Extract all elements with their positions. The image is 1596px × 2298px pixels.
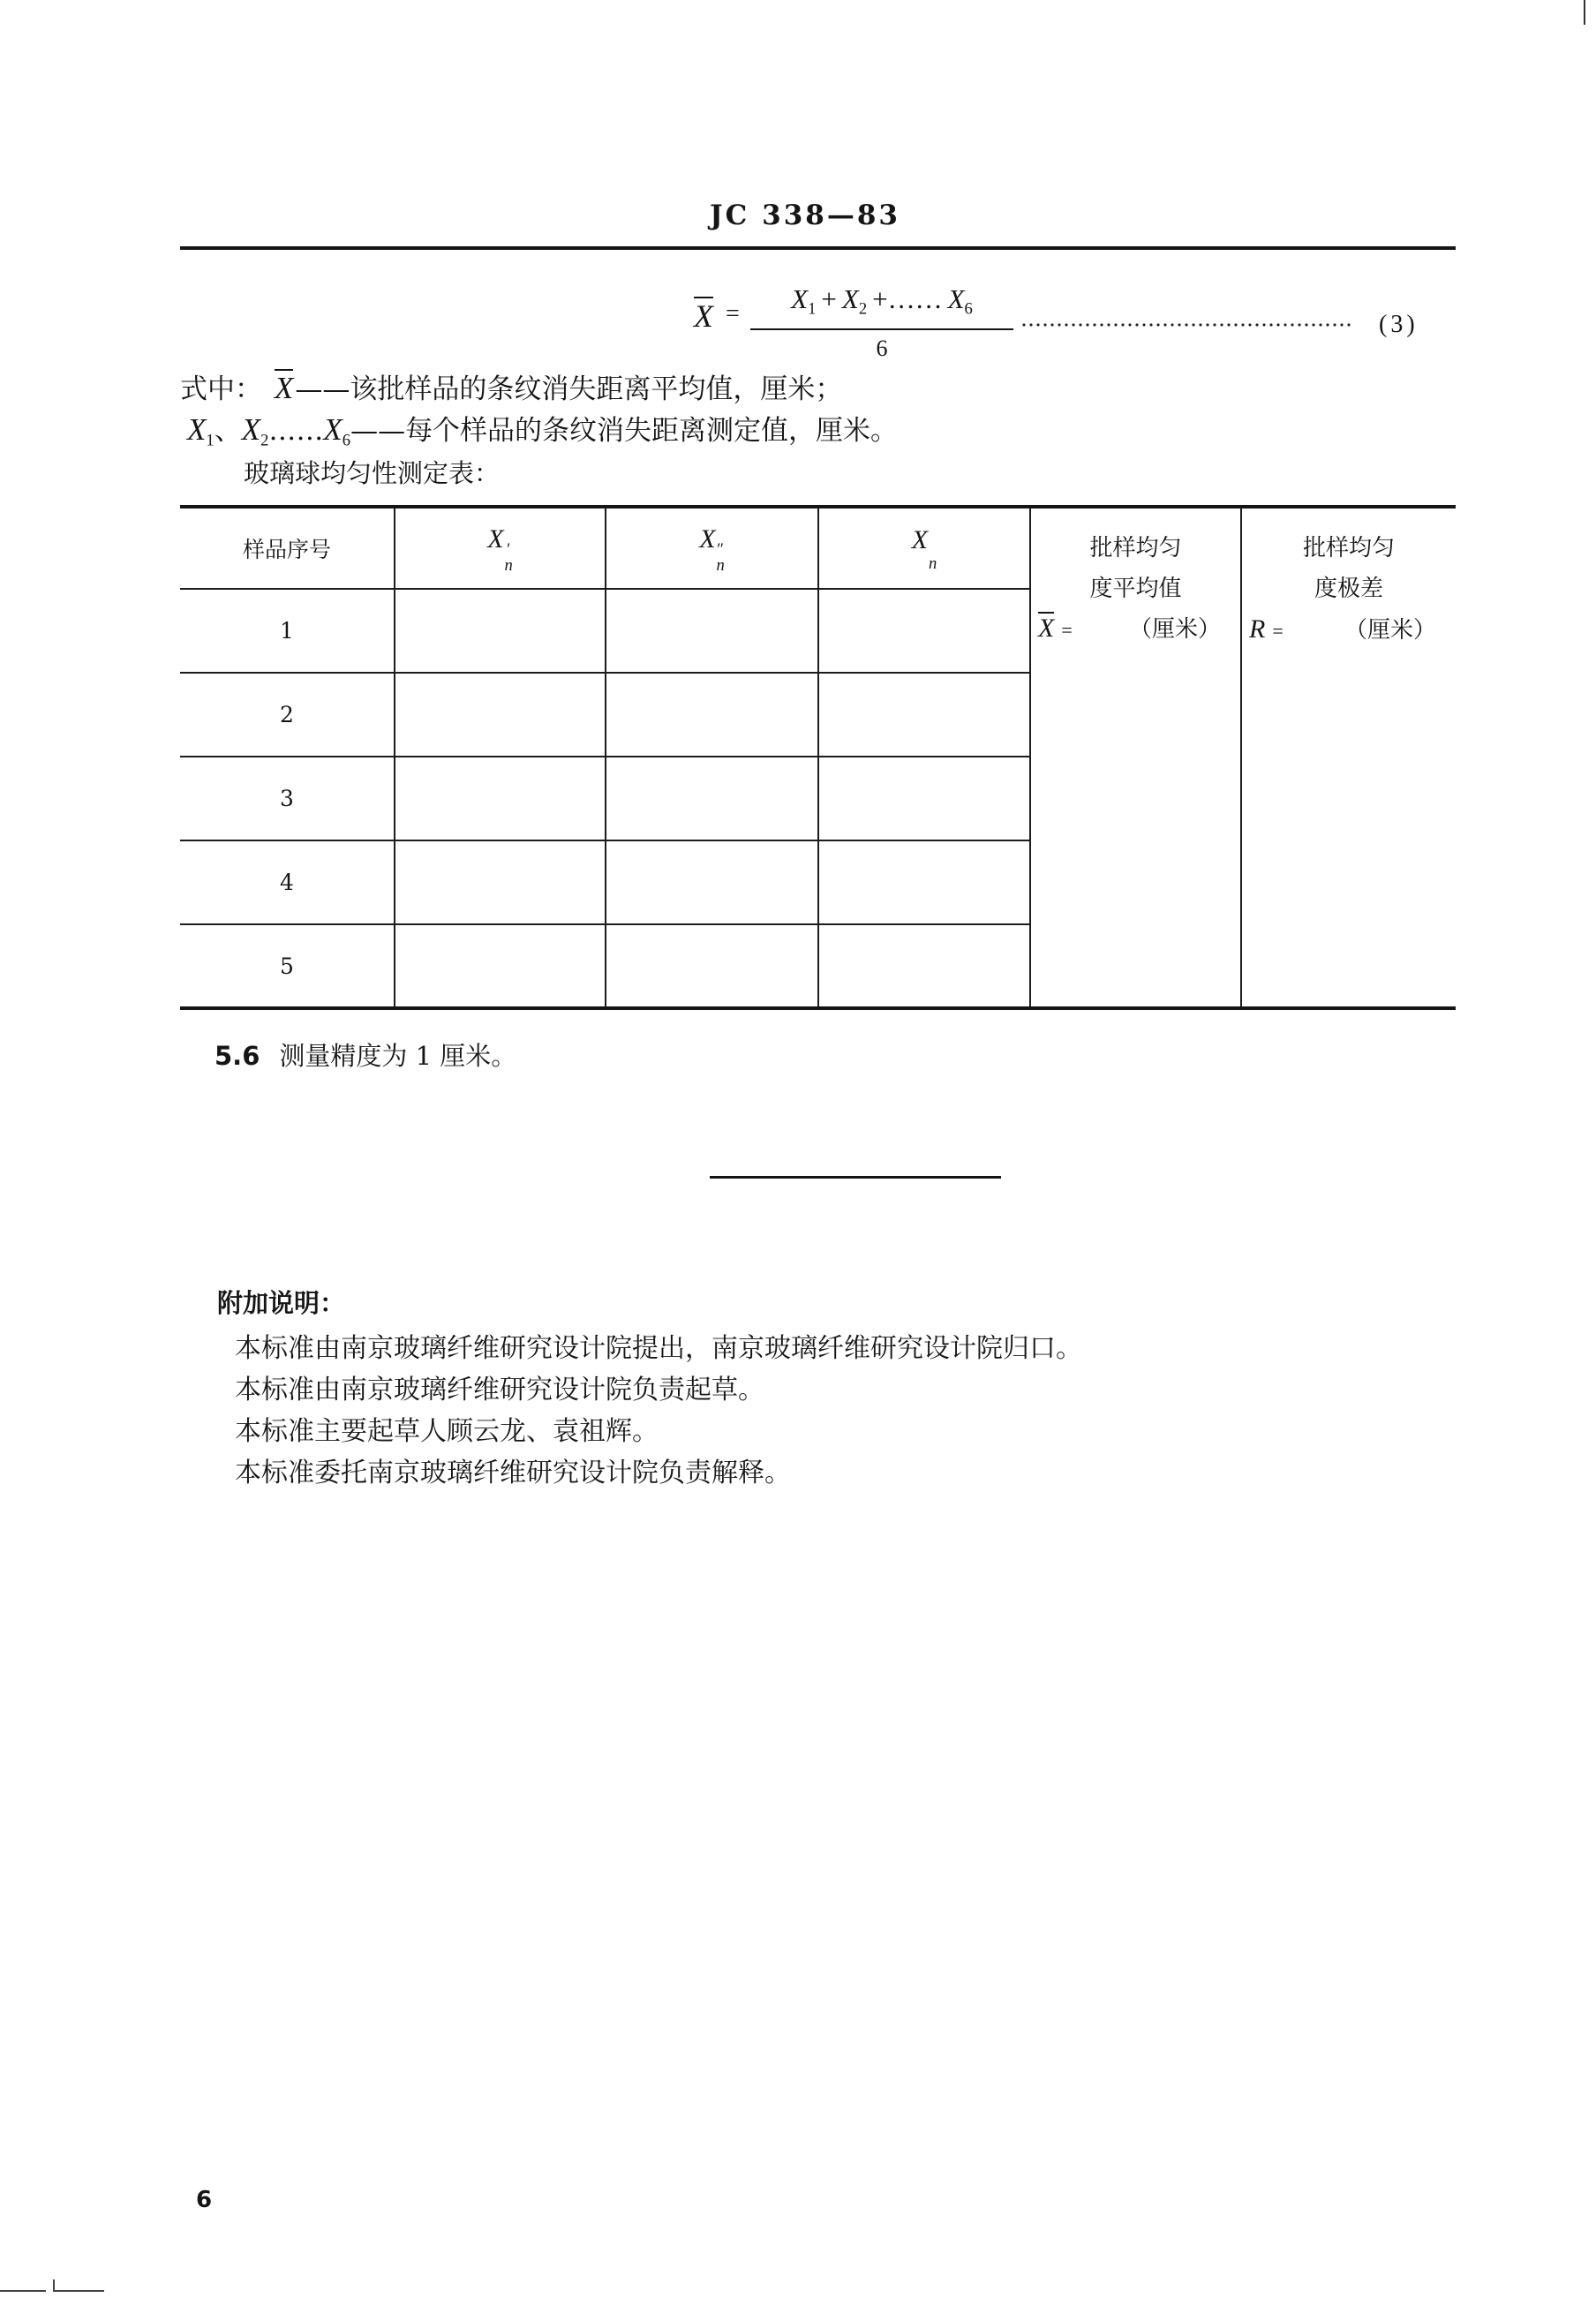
- header-variable: X: [699, 524, 716, 554]
- notes-line: 本标准由南京玻璃纤维研究设计院负责起草。: [235, 1375, 764, 1405]
- batch-range-symbol: R: [1249, 614, 1266, 644]
- dot-leader: [1020, 322, 1352, 328]
- batch-range-equals: =: [1272, 620, 1284, 642]
- legend-separator: ……: [268, 415, 324, 447]
- clause-5-6: [215, 1038, 516, 1074]
- legend-terms-description: ——每个样品的条纹消失距离测定值，厘米。: [350, 415, 899, 447]
- header-prime-mark: ″: [717, 540, 725, 560]
- sample-number: 5: [180, 924, 395, 1008]
- header-subscript: n: [929, 554, 937, 573]
- batch-mean-label-line: 度平均值: [1089, 576, 1182, 602]
- equation-number: (3): [1379, 311, 1419, 338]
- fraction-denominator: 6: [876, 335, 888, 361]
- page-number: 6: [196, 2187, 213, 2213]
- sample-number: 1: [180, 589, 395, 673]
- legend-term-subscript: 2: [260, 431, 269, 450]
- x-n-cell: [818, 757, 1030, 840]
- header-rule: [180, 246, 1456, 250]
- section-end-rule: [710, 1176, 1001, 1179]
- x-n-cell: [818, 673, 1030, 757]
- mean-symbol-overlined: X: [694, 298, 713, 334]
- x-double-prime-cell: [606, 924, 818, 1008]
- sample-number: 2: [180, 673, 395, 757]
- uniformity-table: [180, 505, 1456, 1010]
- batch-range-label-line: 度极差: [1314, 576, 1383, 602]
- legend-mean-description: ——该批样品的条纹消失距离平均值，厘米；: [295, 373, 843, 405]
- x-prime-cell: [395, 673, 606, 757]
- legend-term-variable: X: [187, 412, 207, 447]
- sample-number: 4: [180, 840, 395, 924]
- legend-mean-line: [180, 369, 842, 408]
- x-n-cell: [818, 840, 1030, 924]
- x-prime-cell: [395, 589, 606, 673]
- legend-prefix: 式中：: [180, 373, 262, 405]
- x-double-prime-cell: [606, 840, 818, 924]
- col-header-x-n: [818, 507, 1030, 589]
- x-n-cell: [818, 924, 1030, 1008]
- x-n-cell: [818, 589, 1030, 673]
- legend-mean-symbol: X: [275, 371, 294, 405]
- scan-mark: [53, 2290, 104, 2292]
- header-marks: [717, 542, 725, 573]
- x-double-prime-cell: [606, 673, 818, 757]
- formula-fraction: [750, 281, 1013, 364]
- formula-equals: =: [726, 300, 740, 328]
- col-header-x-prime: [395, 507, 606, 589]
- x-prime-cell: [395, 924, 606, 1008]
- legend-term-subscript: 1: [206, 431, 215, 450]
- x-double-prime-cell: [606, 757, 818, 840]
- formula-mean-symbol: [694, 297, 713, 335]
- header-prime-mark: ′: [507, 540, 511, 560]
- term-subscript: 2: [858, 299, 868, 319]
- sample-number: 3: [180, 757, 395, 840]
- batch-mean-equation: [1031, 609, 1240, 651]
- legend-term-subscript: 6: [342, 431, 351, 450]
- clause-text: 测量精度为 1 厘米。: [279, 1041, 517, 1071]
- header-subscript: n: [716, 555, 725, 575]
- legend-separator: 、: [214, 415, 242, 447]
- notes-line: 本标准由南京玻璃纤维研究设计院提出，南京玻璃纤维研究设计院归口。: [235, 1333, 1082, 1364]
- standard-code: JC 338—83: [710, 200, 900, 231]
- batch-mean-unit: （厘米）: [1128, 616, 1221, 643]
- header-marks: [505, 542, 513, 573]
- header-variable: X: [487, 524, 504, 554]
- batch-mean-cell: [1030, 507, 1241, 1008]
- col-header-x-double-prime: [606, 507, 818, 589]
- batch-mean-symbol-group: [1038, 609, 1073, 651]
- notes-title: 附加说明：: [217, 1288, 346, 1318]
- scan-mark: [1584, 0, 1585, 25]
- table-caption: 玻璃球均匀性测定表：: [244, 458, 501, 488]
- batch-mean-symbol: X: [1038, 614, 1055, 643]
- term-variable: X: [791, 283, 809, 314]
- clause-number: 5.6: [215, 1041, 260, 1071]
- notes-line: 本标准委托南京玻璃纤维研究设计院负责解释。: [235, 1458, 791, 1488]
- batch-mean-equals: =: [1061, 619, 1073, 641]
- legend-term-variable: X: [241, 412, 261, 447]
- batch-range-equation: [1242, 609, 1456, 652]
- batch-range-symbol-group: [1249, 609, 1284, 652]
- operator: +……: [872, 283, 943, 314]
- header-variable: X: [911, 525, 929, 555]
- fraction-numerator: [791, 281, 973, 328]
- header-subscript: n: [504, 555, 513, 575]
- operator: +: [821, 283, 837, 314]
- legend-term-variable: X: [323, 412, 343, 447]
- table-header-row: [180, 507, 1456, 589]
- notes-body: [235, 1328, 1082, 1494]
- col-header-sample-no: 样品序号: [180, 507, 395, 589]
- x-prime-cell: [395, 840, 606, 924]
- header-marks: [929, 540, 937, 571]
- notes-line: 本标准主要起草人顾云龙、袁祖辉。: [235, 1416, 659, 1447]
- batch-mean-label-line: 批样均匀: [1089, 535, 1182, 561]
- scan-mark: [0, 2290, 46, 2292]
- batch-range-unit: （厘米）: [1344, 617, 1436, 644]
- x-prime-cell: [395, 757, 606, 840]
- batch-range-cell: [1241, 507, 1456, 1008]
- term-variable: X: [947, 283, 965, 314]
- batch-range-label-line: 批样均匀: [1302, 535, 1395, 561]
- term-subscript: 6: [964, 299, 973, 319]
- term-subscript: 1: [808, 299, 817, 319]
- legend-terms-line: [187, 411, 898, 460]
- x-double-prime-cell: [606, 589, 818, 673]
- term-variable: X: [841, 283, 859, 314]
